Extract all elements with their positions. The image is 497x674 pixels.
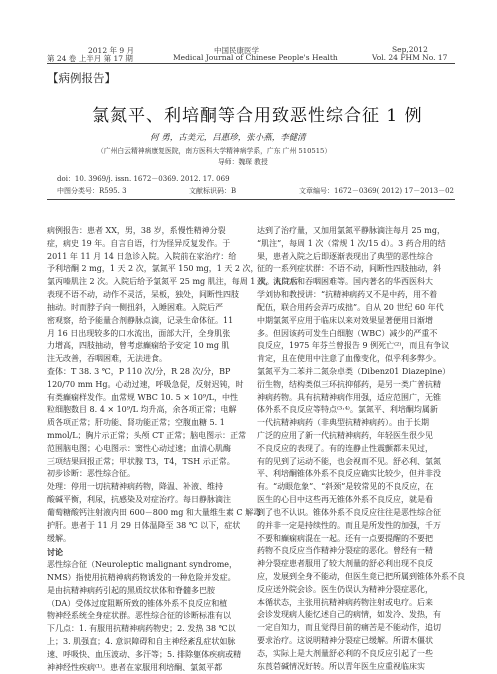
body-line: 良反应，1975 年芬兰曾报告 9 例死亡⁽²⁾，而且有争议 (257, 341, 450, 351)
body-line: 三项结果回报正常；甲状腺 T3，T4，TSH 示正常。 (47, 456, 235, 466)
body-line: 一定自知力，而且觉得目前的痛苦是不能动作，追切 (257, 623, 441, 633)
header-issue: 第 24 卷 上半月 第 17 期 (47, 54, 133, 63)
body-line: 体外系不良反应等特点⁽³·⁴⁾。氯氮平、利培酮均属新 (257, 405, 438, 415)
meta-rule (47, 199, 455, 200)
article-number: 文章编号：1672－0369( 2012) 17－2013－02 (299, 187, 454, 195)
body-line: 恶性综合征（Neuroleptic malignant syndrome， (47, 560, 238, 570)
body-line: mmol/L；胸片示正常；头颅 CT 正常；脑电图示：正常 (47, 431, 247, 440)
body-line: “肌注”，每周 1 次（常规 1 次/15 d）。3 药合用的结 (257, 238, 446, 248)
body-line: 药物不良反应当作精神分裂症的恶化。曾经有一精 (257, 546, 433, 556)
body-line: 密观察，给予能量合剂静脉点滴，记录生命体征。11 (47, 315, 234, 325)
right-column (257, 225, 465, 673)
header-journal-en: Medical Journal of Chinese People's Health (173, 53, 338, 62)
body-line: 月 16 日出现较多的口水流出，面部大汗，全身肌张 (47, 328, 231, 338)
body-line: 粒细胞数目 8. 4 × 10⁹/L 均升高，余各项正常；电解 (47, 405, 237, 415)
body-line: 病例报告：患者 XX，男，38 岁，系慢性精神分裂 (47, 226, 226, 235)
body-line: 上；3. 肌强直；4. 意识障碍和自主神经紊乱症状如脉 (47, 637, 236, 646)
body-line: 不良反应的表现了。有的连静止性震颤都未见过， (257, 443, 433, 453)
body-line: 有的见到了运动不能，也会视而不见。舒必利、氯氮 (257, 456, 441, 466)
doi: doi：10. 3969/j. issn. 1672－0369. 2012. 17. 069 (57, 175, 230, 183)
body-line: 东莨菪碱情况好转。所以青年医生应重视临床实 (257, 661, 425, 671)
body-line: 质各项正常；肝功能、肾功能正常；空腹血糖 5. 1 (47, 418, 225, 428)
body-line: 征的一系列症状群：不语不动，间断性四肢抽动，斜 (257, 264, 441, 274)
body-line: 到了也不认识。锥体外系不良反应往往是恶性综合征 (257, 507, 441, 517)
body-line: 表现不语不动，动作不灵活，呆板，独处，间断性四肢 (47, 290, 239, 300)
body-line: 要求治疗。这说明精神分裂症已缓解。所谓木僵状 (257, 636, 433, 645)
body-line: 配伍，联合用药会弄巧成拙”。自从 20 世纪 60 年代 (257, 302, 444, 312)
section-tag: 【病例报告】 (47, 71, 116, 85)
body-line: 2011 年 11 月 14 日急诊入院。入院前在家治疗：给 (47, 251, 237, 261)
header-journal-cn: 中国民康医学 (214, 46, 259, 55)
body-line: 肯定，且在使用中注意了血像变化，似乎利多弊少。 (257, 354, 441, 364)
body-line: 葡萄糖酸钙注射液内田 600－800 mg 和大量维生素 C 解毒 (47, 507, 262, 517)
mentor: 导师：魏琛 教授 (218, 158, 268, 166)
body-line: 神病药物。具有抗精神病作用强，适应范围广，无锥 (257, 392, 441, 402)
body-line: 会诊发现病人能忆述自己的病情，如发冷、发热，有 (257, 610, 441, 620)
body-line: 态，实际上是大剂量舒必利的不良反应引起了一些 (257, 648, 433, 658)
left-column (47, 225, 298, 674)
author-list: 何 勇，古美元，吕惠珍，张小燕，李健清 (150, 133, 306, 143)
body-line: 症，病史 19 年。自言自语，行为怪异反复发作。于 (47, 238, 231, 248)
body-line: 氯氮平为二苯并二氮杂卓类（Dibenz01 Diazepine） (257, 366, 451, 376)
header-date: 2012 年 9 月 (88, 46, 135, 55)
body-line: 处理：停用一切抗精神病药物，降温、补液、维持 (47, 482, 223, 492)
body-line: 学刘协和教授讲：“抗精神病药又不是中药，用不着 (257, 290, 438, 300)
body-line: 反应送外院会诊。医生仍误认为精神分裂症恶化， (257, 584, 433, 594)
body-line: 下几点：1. 有服用抗精神病药物史；2. 发热 38 ℃以 (47, 624, 236, 634)
body-line: 平、利培酮锥体外系不良反应确实比较少，但并非没 (257, 469, 441, 479)
body-line: 是由抗精神病药引起的黑质纹状体和脊髓多巴胺 (47, 585, 215, 595)
body-line: 120/70 mm Hg。心动过速，呼吸急促，反射迟钝，时 (47, 379, 244, 389)
body-line: 护肝。患者于 11 月 29 日体温降至 38 ℃ 以下，症状 (47, 520, 241, 530)
body-line: 神神经性疾病⁽¹⁾。患者在家服用利培酮、氯氮平都 (47, 662, 223, 672)
body-line: 速、呼吸快、血压波动、多汗等；5. 排除躯体疾病或精 (47, 649, 242, 659)
clc-number: 中图分类号：R595. 3 (57, 187, 127, 195)
body-line: 一代抗精神病药（非典型抗精神病药）。由于长期 (257, 418, 429, 428)
body-line: （DA）受体过度阻断所致的锥体外系不良反应和植 (47, 598, 228, 608)
affiliation: （广州白云精神病康复医院，南方医科大学精神病学系，广东 广州 510515） (97, 147, 332, 155)
body-line: 讨论 (47, 547, 63, 558)
body-line: 有。“动眼危象”、“斜颈”是较常见的不良反应，在 (257, 482, 434, 492)
body-line: 氯丙嗪肌注 2 次。入院后给予氯氮平 25 mg 肌注，每周 1 次。入院后 (47, 277, 298, 287)
body-line: 中期氯氮平应用于临床以来对效果显著便用日渐增 (257, 315, 433, 325)
body-line: 物神经系统全身症状群。恶性综合征的诊断标准有以 (47, 611, 231, 621)
body-line: 广泛的应用了新一代抗精神病药，年轻医生很少见 (257, 431, 433, 440)
body-line: 酸碱平衡，利尿，抗感染及对症治疗。每日静脉滴注 (47, 495, 231, 505)
body-line: 有类癫痫样发作。血常规 WBC 10. 5 × 10⁹/L，中性 (47, 392, 238, 402)
body-line: 初步诊断：恶性综合征。 (47, 469, 135, 479)
header-rule (47, 63, 455, 64)
body-line: 予利培酮 2 mg，1 天 2 次，氯氮平 150 mg，1 天 2 次， (47, 264, 259, 274)
body-line: 果，患者入院之后即逐渐表现出了典型的恶性综合 (257, 251, 433, 261)
body-line: 医生的心目中这些再无锥体外系不良反应，就是看 (257, 495, 433, 505)
document-code: 文献标识码：B (189, 187, 237, 195)
article-title: 氯氮平、利培酮等合用致恶性综合征 1 例 (92, 106, 423, 126)
header-date-en: Sep,2012 (392, 45, 428, 54)
body-line: NMS）指使用抗精神病药物诱发的一种危险并发症。 (47, 572, 236, 582)
body-line: 缓解。 (47, 533, 71, 543)
header-volume: Vol. 24 FHM No. 17 (372, 53, 448, 62)
body-line: 抽动。时而脖子向一侧扭斜，入睡困难。入院后严 (47, 302, 223, 312)
body-line: 的并非一定是持续性的。而且是所发性的加强，千万 (257, 520, 441, 530)
body-line: 力增高，四肢抽动，曾考虑癫痫给予安定 10 mg 肌 (47, 341, 230, 351)
body-line: 达到了治疗量，又加用氯氮平静脉滴注每月 25 mg， (257, 226, 445, 235)
body-line: 查体：T 38. 3 ℃，P 110 次/分，R 28 次/分，BP (47, 366, 231, 376)
body-line: 神分裂症患者服用了较大剂量的舒必利出现不良反 (257, 559, 433, 569)
body-line: 注无改善，吞咽困难，无法进食。 (47, 354, 167, 364)
body-line: 多。但因该药可发生白细胞（WBC）减少的严重不 (257, 328, 438, 338)
body-line: 颈，流口水和吞咽困难等。国内著名的华西医科大 (257, 277, 433, 287)
body-line: 本循状态，主张用抗精神病药物注射或电疗。后来 (257, 597, 433, 607)
body-line: 不要和癫痫病混在一起。还有一点要提醒的不要把 (257, 533, 433, 543)
body-line: 范围脑电图；心电图示：窦性心动过速；血清心肌酶 (47, 443, 231, 453)
body-line: 衍生物，结构类似三环抗抑郁药，是另一类广普抗精 (257, 379, 441, 389)
body-line: 应，发展到全身不能动，但医生竟已把所属到锥体外系不良 (257, 571, 465, 581)
